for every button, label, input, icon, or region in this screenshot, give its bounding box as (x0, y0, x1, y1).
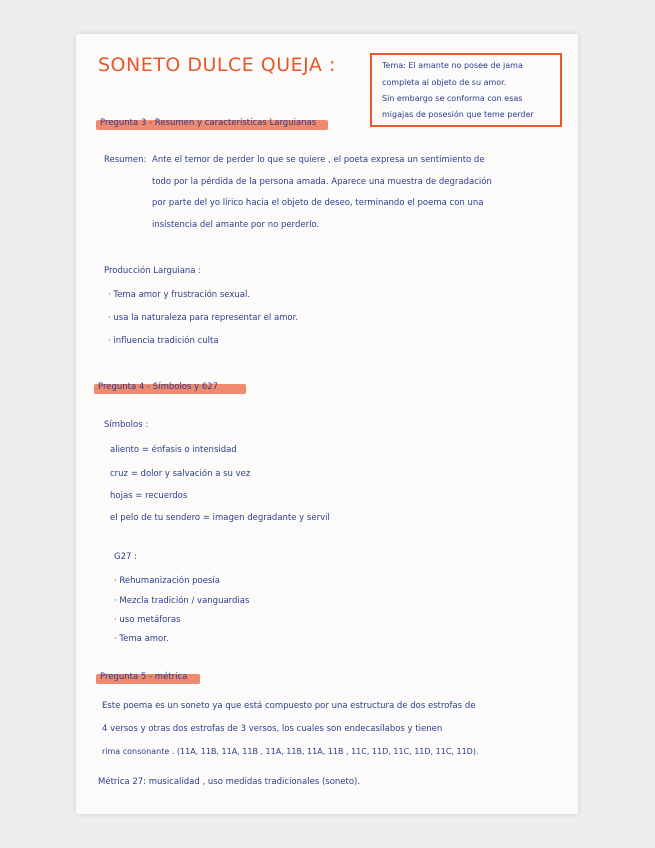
produccion-item: · influencia tradición culta (108, 336, 219, 346)
tema-line: migajas de posesión que teme perder (382, 110, 534, 119)
produccion-label: Producción Larguiana : (104, 266, 202, 276)
produccion-item: · usa la naturaleza para representar el amor. (108, 313, 299, 323)
g27-item: · Mezcla tradición / vanguardias (114, 596, 250, 606)
simbolo-item: el pelo de tu sendero = imagen degradante y servil (110, 513, 330, 523)
pregunta5-heading: Pregunta 5 - métrica (100, 672, 188, 682)
tema-box (370, 53, 562, 127)
g27-item: · Rehumanización poesía (114, 576, 220, 586)
g27-item: · uso metáforas (114, 615, 181, 625)
simbolo-item: hojas = recuerdos (110, 491, 188, 501)
simbolo-item: cruz = dolor y salvación a su vez (110, 469, 251, 479)
metrica-line: Este poema es un soneto ya que está compuesto por una estructura de dos estrofas de (102, 701, 476, 711)
pregunta3-heading: Pregunta 3 - Resumen y características Larguianas (100, 118, 317, 128)
g27-item: · Tema amor. (114, 634, 169, 644)
resumen-line: todo por la pérdida de la persona amada. Aparece una muestra de degradación (152, 177, 492, 187)
metrica-line: 4 versos y otras dos estrofas de 3 versos, los cuales son endecasílabos y tienen (102, 724, 443, 734)
tema-line: Tema: El amante no posee de jama (382, 61, 523, 70)
tema-line: Sin embargo se conforma con esas (382, 94, 523, 103)
resumen-line: por parte del yo lírico hacia el objeto de deseo, terminando el poema con una (152, 198, 484, 208)
g27-label: G27 : (114, 552, 137, 562)
pregunta4-heading: Pregunta 4 - Símbolos y 627 (98, 382, 219, 392)
simbolos-label: Símbolos : (104, 420, 149, 430)
metrica-27-line: Métrica 27: musicalidad , uso medidas tradicionales (soneto). (98, 777, 361, 787)
tema-line: completa al objeto de su amor. (382, 78, 507, 87)
page-title: SONETO DULCE QUEJA : (98, 54, 336, 76)
simbolo-item: aliento = énfasis o intensidad (110, 445, 237, 455)
metrica-line: rima consonante . (11A, 11B, 11A, 11B , 11A, 11B, 11A, 11B , 11C, 11D, 11C, 11D, 11C, 11D). (102, 747, 479, 756)
notebook-page (76, 34, 578, 814)
resumen-line: Ante el temor de perder lo que se quiere , el poeta expresa un sentimiento de (152, 155, 485, 165)
resumen-label: Resumen: (104, 155, 147, 165)
produccion-item: · Tema amor y frustración sexual. (108, 290, 251, 300)
resumen-line: insistencia del amante por no perderlo. (152, 220, 320, 230)
